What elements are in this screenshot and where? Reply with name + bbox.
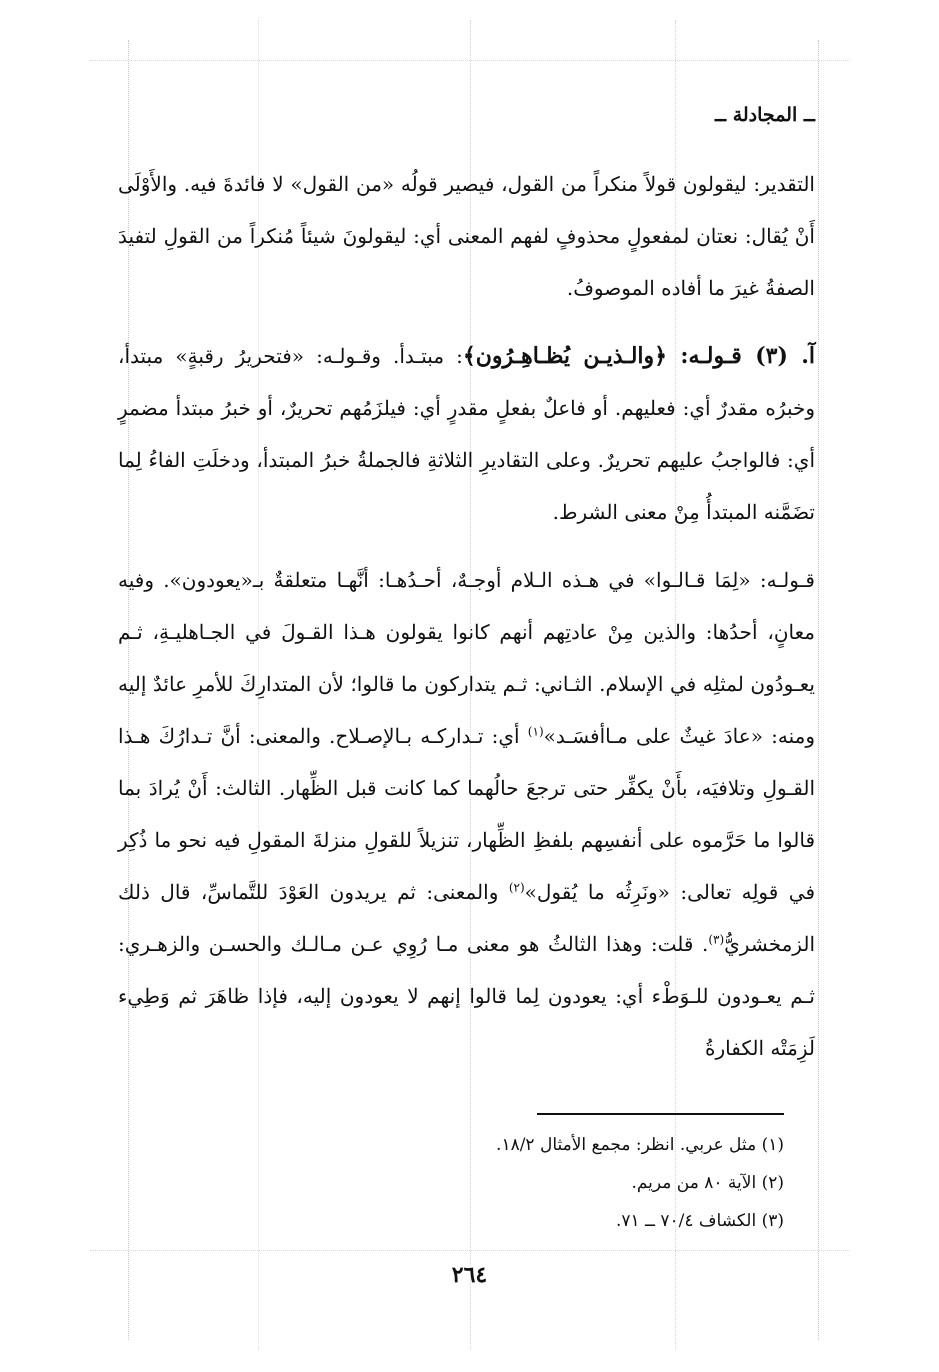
footnote-1: (١) مثل عربي. انظر: مجمع الأمثال ١٨/٢.	[496, 1135, 784, 1155]
paragraph-3a: قـولـه: «لِمَا قـالـوا» في هـذه الـلام أوجـهٌ، أحـدُهـا: أنَّهـا متعلقةٌ بـ«يعودون». وفيه معانٍ، أحدُها: والذين مِنْ عادتِهم أنهم كانوا يقولون هـذا القـولَ في الجـاهليـةِ، ثـم يعـودُون لمثلِه في الإسلام. الثـاني: ثـم يتداركون ما قالوا؛ لأن المتدارِكَ للأمرِ عائدٌ إليه ومنه: «عادَ غيثٌ على مـاأفسَـد»	[118, 568, 815, 748]
scan-guide-line	[90, 1250, 850, 1251]
verse-suffix: : مبتـدأ. وقـولـه:	[316, 344, 463, 368]
paragraph-3d: . قلت: وهذا الثالثُ هو معنى مـا رُوِي عـن مـالـك والحسـن والزهـري: ثـم يعـودون للـوَطْء أي: يعودون لِما قالوا إنهم لا يعودون إليه، فإذا ظاهَرَ ثم وَطِيء لَزِمَتْه الكفارةُ	[118, 932, 815, 1060]
footnote-3: (٣) الكشاف ٧٠/٤ ــ ٧١.	[615, 1211, 784, 1231]
scan-guide-line	[90, 60, 850, 61]
footnote-ref-3: (٣)	[708, 932, 725, 947]
scan-guide-line	[818, 40, 819, 1340]
footnote-2: (٢) الآية ٨٠ من مريم.	[631, 1173, 784, 1193]
verse-prefix: آ. (٣) قـولـه:	[667, 343, 815, 369]
page-number: ٢٦٤	[451, 1262, 488, 1288]
paragraph-verse-3	[118, 330, 815, 538]
running-head: ــ المجادلة ــ	[714, 104, 815, 126]
footnote-ref-2: (٢)	[508, 880, 525, 895]
paragraph-3b: أي: تـداركـه بـالإصـلاح. والمعنى: أنَّ تـدارُكَ هـذا القـولِ وتلافيَه، بأَنْ يكفِّر حتى ترجعَ حالُهما كما كانت قبل الظِّهار. الثالث: أَنْ يُرادَ بما قالوا ما حَرَّموه على أنفسِهم بلفظِ الظِّهار، تنزيلاً للقولِ منزلةَ المقولِ فيه نحو ما ذُكِر في قولِه تعالى: «ونَرِثُه ما يُقول»	[118, 724, 816, 904]
footnote-ref-1: (١)	[527, 724, 544, 739]
paragraph-1: التقدير: ليقولون قولاً منكراً من القول، فيصير قولُه «من القول» لا فائدةَ فيه. والأَوْلَى أَنْ يُقال: نعتان لمفعولٍ محذوفٍ لفهم المعنى أي: ليقولونَ شيئاً مُنكراً من القولِ لتفيدَ الصفةُ غيرَ ما أفاده الموصوفُ.	[118, 172, 815, 300]
quran-verse: ﴿والـذيـن يُظـاهِـرُون﴾	[462, 343, 668, 369]
footnote-separator	[537, 1113, 784, 1115]
paragraph-3c: والمعنى: ثم يريدون العَوْدَ للتَّماسِّ، قال ذلك الزمخشريُّ	[118, 880, 815, 956]
paragraph-3	[118, 554, 815, 1074]
paragraph-2: «فتحريرُ رقبةٍ» مبتدأ، وخبرُه مقدرٌ أي: فعليهم. أو فاعلٌ بفعلٍ مقدرٍ أي: فيلزَمُهم تحريرٌ، أو خبرُ مبتدأ مضمرٍ أي: فالواجبُ عليهم تحريرٌ. وعلى التقاديرِ الثلاثةِ فالجملةُ خبرُ المبتدأ، ودخلَتِ الفاءُ لِما تضَمَّنه المبتدأُ مِنْ معنى الشرط.	[118, 344, 815, 524]
page-body	[118, 98, 815, 1074]
footnotes	[118, 1126, 784, 1240]
